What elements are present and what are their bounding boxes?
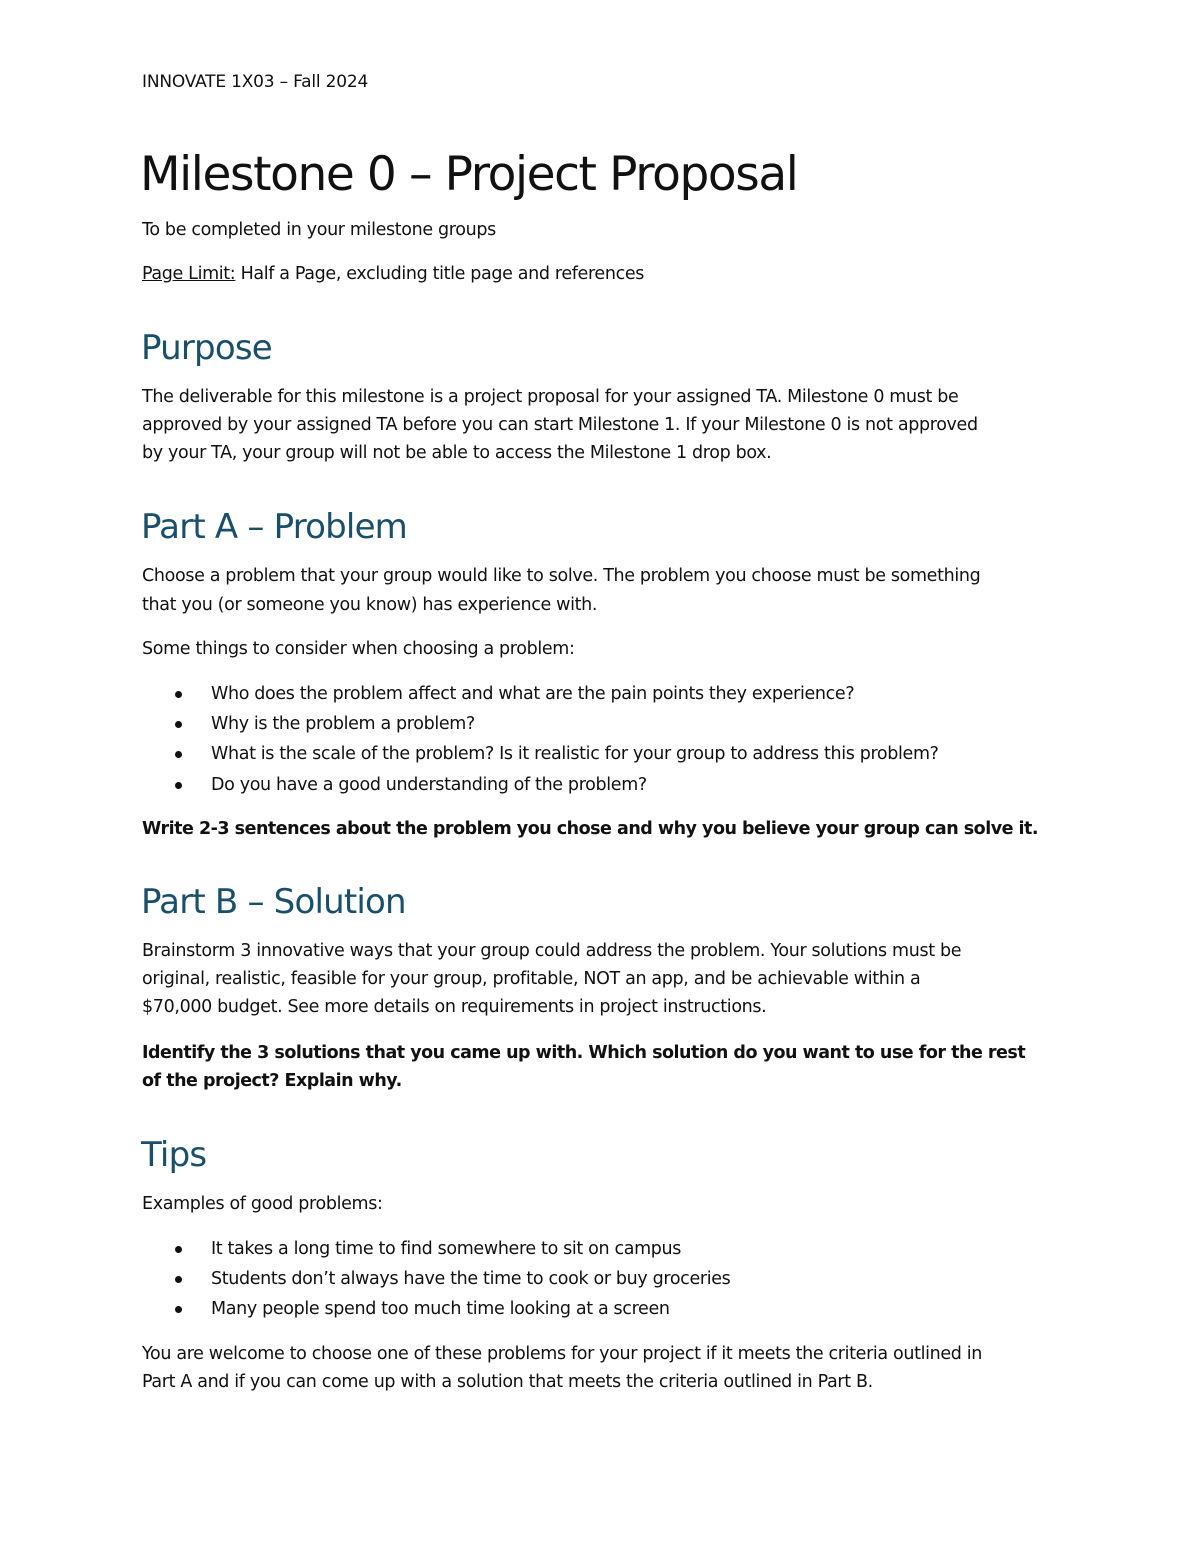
- bullet-dot-icon: [175, 782, 182, 789]
- part-a-heading: Part A – Problem: [141, 507, 408, 547]
- part-a-line-2: that you (or someone you know) has experience with.: [142, 595, 598, 615]
- bullet-dot-icon: [175, 1306, 182, 1313]
- list-item: [142, 1234, 1058, 1264]
- list-item-text: What is the scale of the problem? Is it realistic for your group to address this problem?: [211, 744, 939, 765]
- list-item: [142, 739, 1058, 769]
- tips-heading: Tips: [141, 1135, 207, 1175]
- list-item-text: It takes a long time to find somewhere to sit on campus: [211, 1239, 682, 1259]
- part-b-line-2: original, realistic, feasible for your group, profitable, NOT an app, and be achievable within a: [142, 969, 921, 989]
- list-item-text: Students don’t always have the time to cook or buy groceries: [211, 1269, 731, 1290]
- part-b-line-1: Brainstorm 3 innovative ways that your group could address the problem. Your solutions must be: [142, 941, 962, 961]
- list-item: [142, 770, 1058, 800]
- list-item-text: Who does the problem affect and what are the pain points they experience?: [211, 684, 855, 704]
- part-b-heading: Part B – Solution: [141, 882, 406, 922]
- part-b-task-line-1: Identify the 3 solutions that you came up with. Which solution do you want to use for the rest: [142, 1043, 1026, 1063]
- bullet-dot-icon: [175, 1246, 182, 1253]
- tips-examples-label: Examples of good problems:: [142, 1194, 383, 1214]
- part-b-task-line-2: of the project? Explain why.: [142, 1071, 402, 1091]
- part-a-task: Write 2-3 sentences about the problem you chose and why you believe your group can solve it.: [142, 819, 1039, 839]
- list-item: [142, 1264, 1058, 1294]
- purpose-line-3: by your TA, your group will not be able to access the Milestone 1 drop box.: [142, 443, 772, 463]
- list-item: [142, 1294, 1058, 1324]
- page-limit-label: Page Limit:: [142, 264, 236, 284]
- part-b-line-3: $70,000 budget. See more details on requirements in project instructions.: [142, 997, 767, 1017]
- page-limit-value: Half a Page, excluding title page and references: [235, 264, 645, 284]
- bullet-dot-icon: [175, 721, 182, 728]
- list-item-text: Why is the problem a problem?: [211, 714, 475, 735]
- list-item-text: Do you have a good understanding of the problem?: [211, 774, 647, 795]
- tips-bullet-list: [142, 1234, 1058, 1325]
- course-header: INNOVATE 1X03 – Fall 2024: [142, 72, 369, 92]
- purpose-line-1: The deliverable for this milestone is a project proposal for your assigned TA. Milestone 0 must be: [142, 387, 959, 407]
- subtitle: To be completed in your milestone groups: [142, 220, 496, 240]
- bullet-dot-icon: [175, 751, 182, 758]
- tips-closing-line-1: You are welcome to choose one of these problems for your project if it meets the criteria outlined in: [142, 1344, 983, 1364]
- bullet-dot-icon: [175, 1276, 182, 1283]
- purpose-heading: Purpose: [141, 328, 272, 368]
- list-item: [142, 709, 1058, 739]
- list-item: [142, 679, 1058, 709]
- part-a-line-1: Choose a problem that your group would like to solve. The problem you choose must be something: [142, 566, 981, 586]
- list-item-text: Many people spend too much time looking at a screen: [211, 1299, 670, 1320]
- page-limit: [142, 260, 1058, 289]
- part-a-bullet-list: [142, 679, 1058, 800]
- page-title: Milestone 0 – Project Proposal: [140, 147, 798, 202]
- purpose-line-2: approved by your assigned TA before you can start Milestone 1. If your Milestone 0 is not approved: [142, 415, 978, 435]
- bullet-dot-icon: [175, 691, 182, 698]
- part-a-consider: Some things to consider when choosing a problem:: [142, 639, 575, 659]
- tips-closing-line-2: Part A and if you can come up with a solution that meets the criteria outlined in Part B.: [142, 1372, 873, 1392]
